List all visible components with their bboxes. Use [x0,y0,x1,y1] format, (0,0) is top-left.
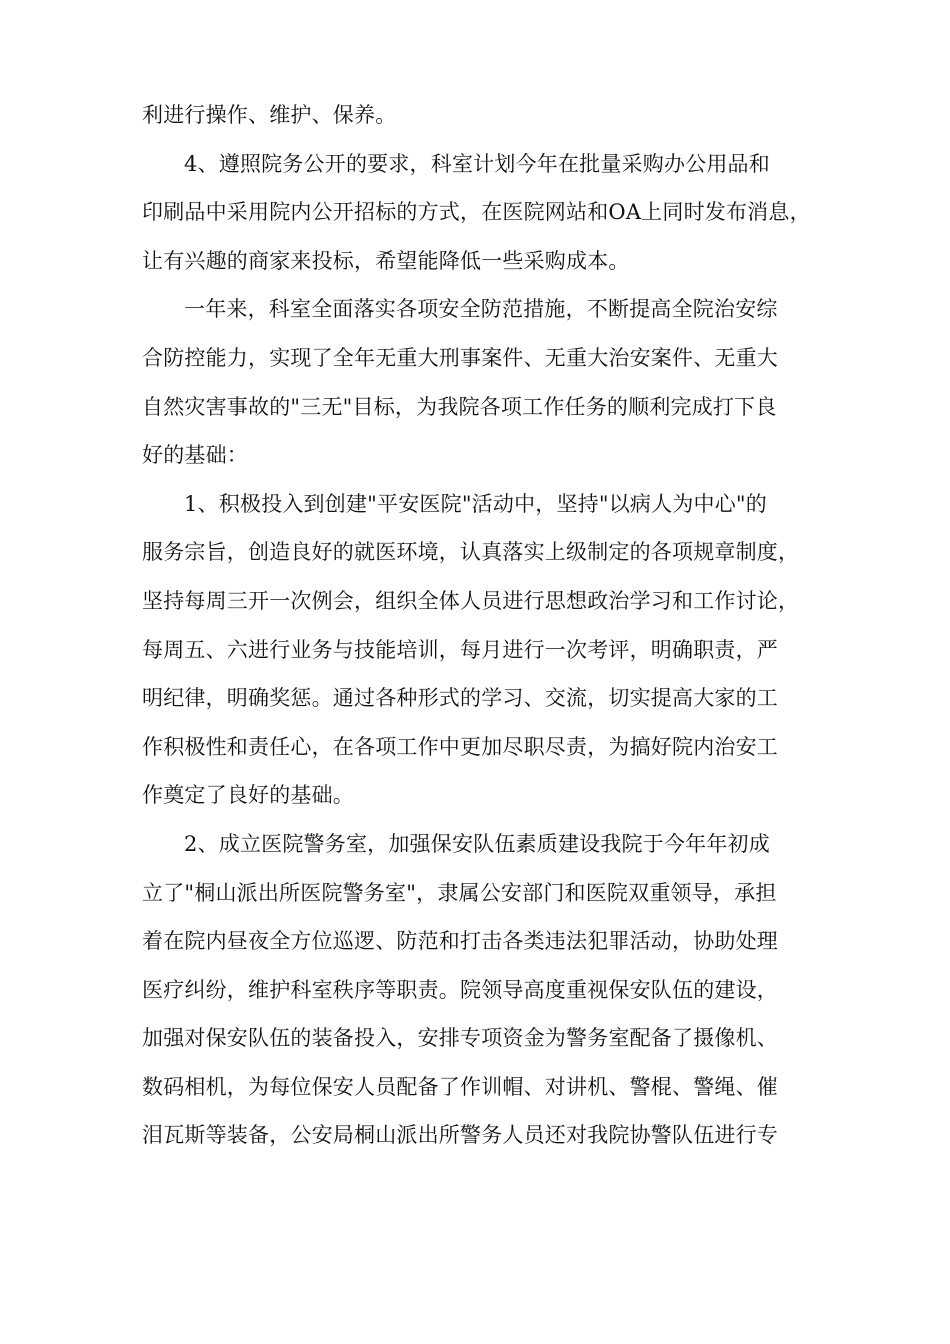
text-line: 让有兴趣的商家来投标，希望能降低一些采购成本。 [142,248,630,273]
text-line: 作积极性和责任心，在各项工作中更加尽职尽责，为搞好院内治安工 [142,734,778,759]
text-line: 自然灾害事故的"三无"目标，为我院各项工作任务的顺利完成打下良 [142,394,777,419]
text-line: 坚持每周三开一次例会，组织全体人员进行思想政治学习和工作讨论， [142,588,800,613]
text-line: 加强对保安队伍的装备投入，安排专项资金为警务室配备了摄像机、 [142,1026,778,1051]
text-line: 合防控能力，实现了全年无重大刑事案件、无重大治安案件、无重大 [142,345,778,370]
text-line: 着在院内昼夜全方位巡逻、防范和打击各类违法犯罪活动，协助处理 [142,929,778,954]
text-line: 4、遵照院务公开的要求，科室计划今年在批量采购办公用品和 [184,151,770,176]
text-line: 泪瓦斯等装备，公安局桐山派出所警务人员还对我院协警队伍进行专 [142,1123,778,1148]
text-line: 作奠定了良好的基础。 [142,783,354,808]
text-line: 印刷品中采用院内公开招标的方式，在医院网站和OA上同时发布消息， [142,200,811,225]
text-line: 1、积极投入到创建"平安医院"活动中，坚持"以病人为中心"的 [184,491,767,516]
text-line: 数码相机，为每位保安人员配备了作训帽、对讲机、警棍、警绳、催 [142,1074,778,1099]
text-line: 好的基础： [142,443,248,468]
text-line: 立了"桐山派出所医院警务室"，隶属公安部门和医院双重领导，承担 [142,880,777,905]
text-line: 每周五、六进行业务与技能培训，每月进行一次考评，明确职责，严 [142,637,778,662]
text-line: 服务宗旨，创造良好的就医环境，认真落实上级制定的各项规章制度， [142,540,800,565]
text-line: 一年来，科室全面落实各项安全防范措施，不断提高全院治安综 [184,297,778,322]
document-body [142,97,842,1166]
text-line: 2、成立医院警务室，加强保安队伍素质建设我院于今年年初成 [184,831,770,856]
text-line: 明纪律，明确奖惩。通过各种形式的学习、交流，切实提高大家的工 [142,686,778,711]
text-line: 医疗纠纷，维护科室秩序等职责。院领导高度重视保安队伍的建设， [142,977,778,1002]
text-line: 利进行操作、维护、保养。 [142,103,397,127]
